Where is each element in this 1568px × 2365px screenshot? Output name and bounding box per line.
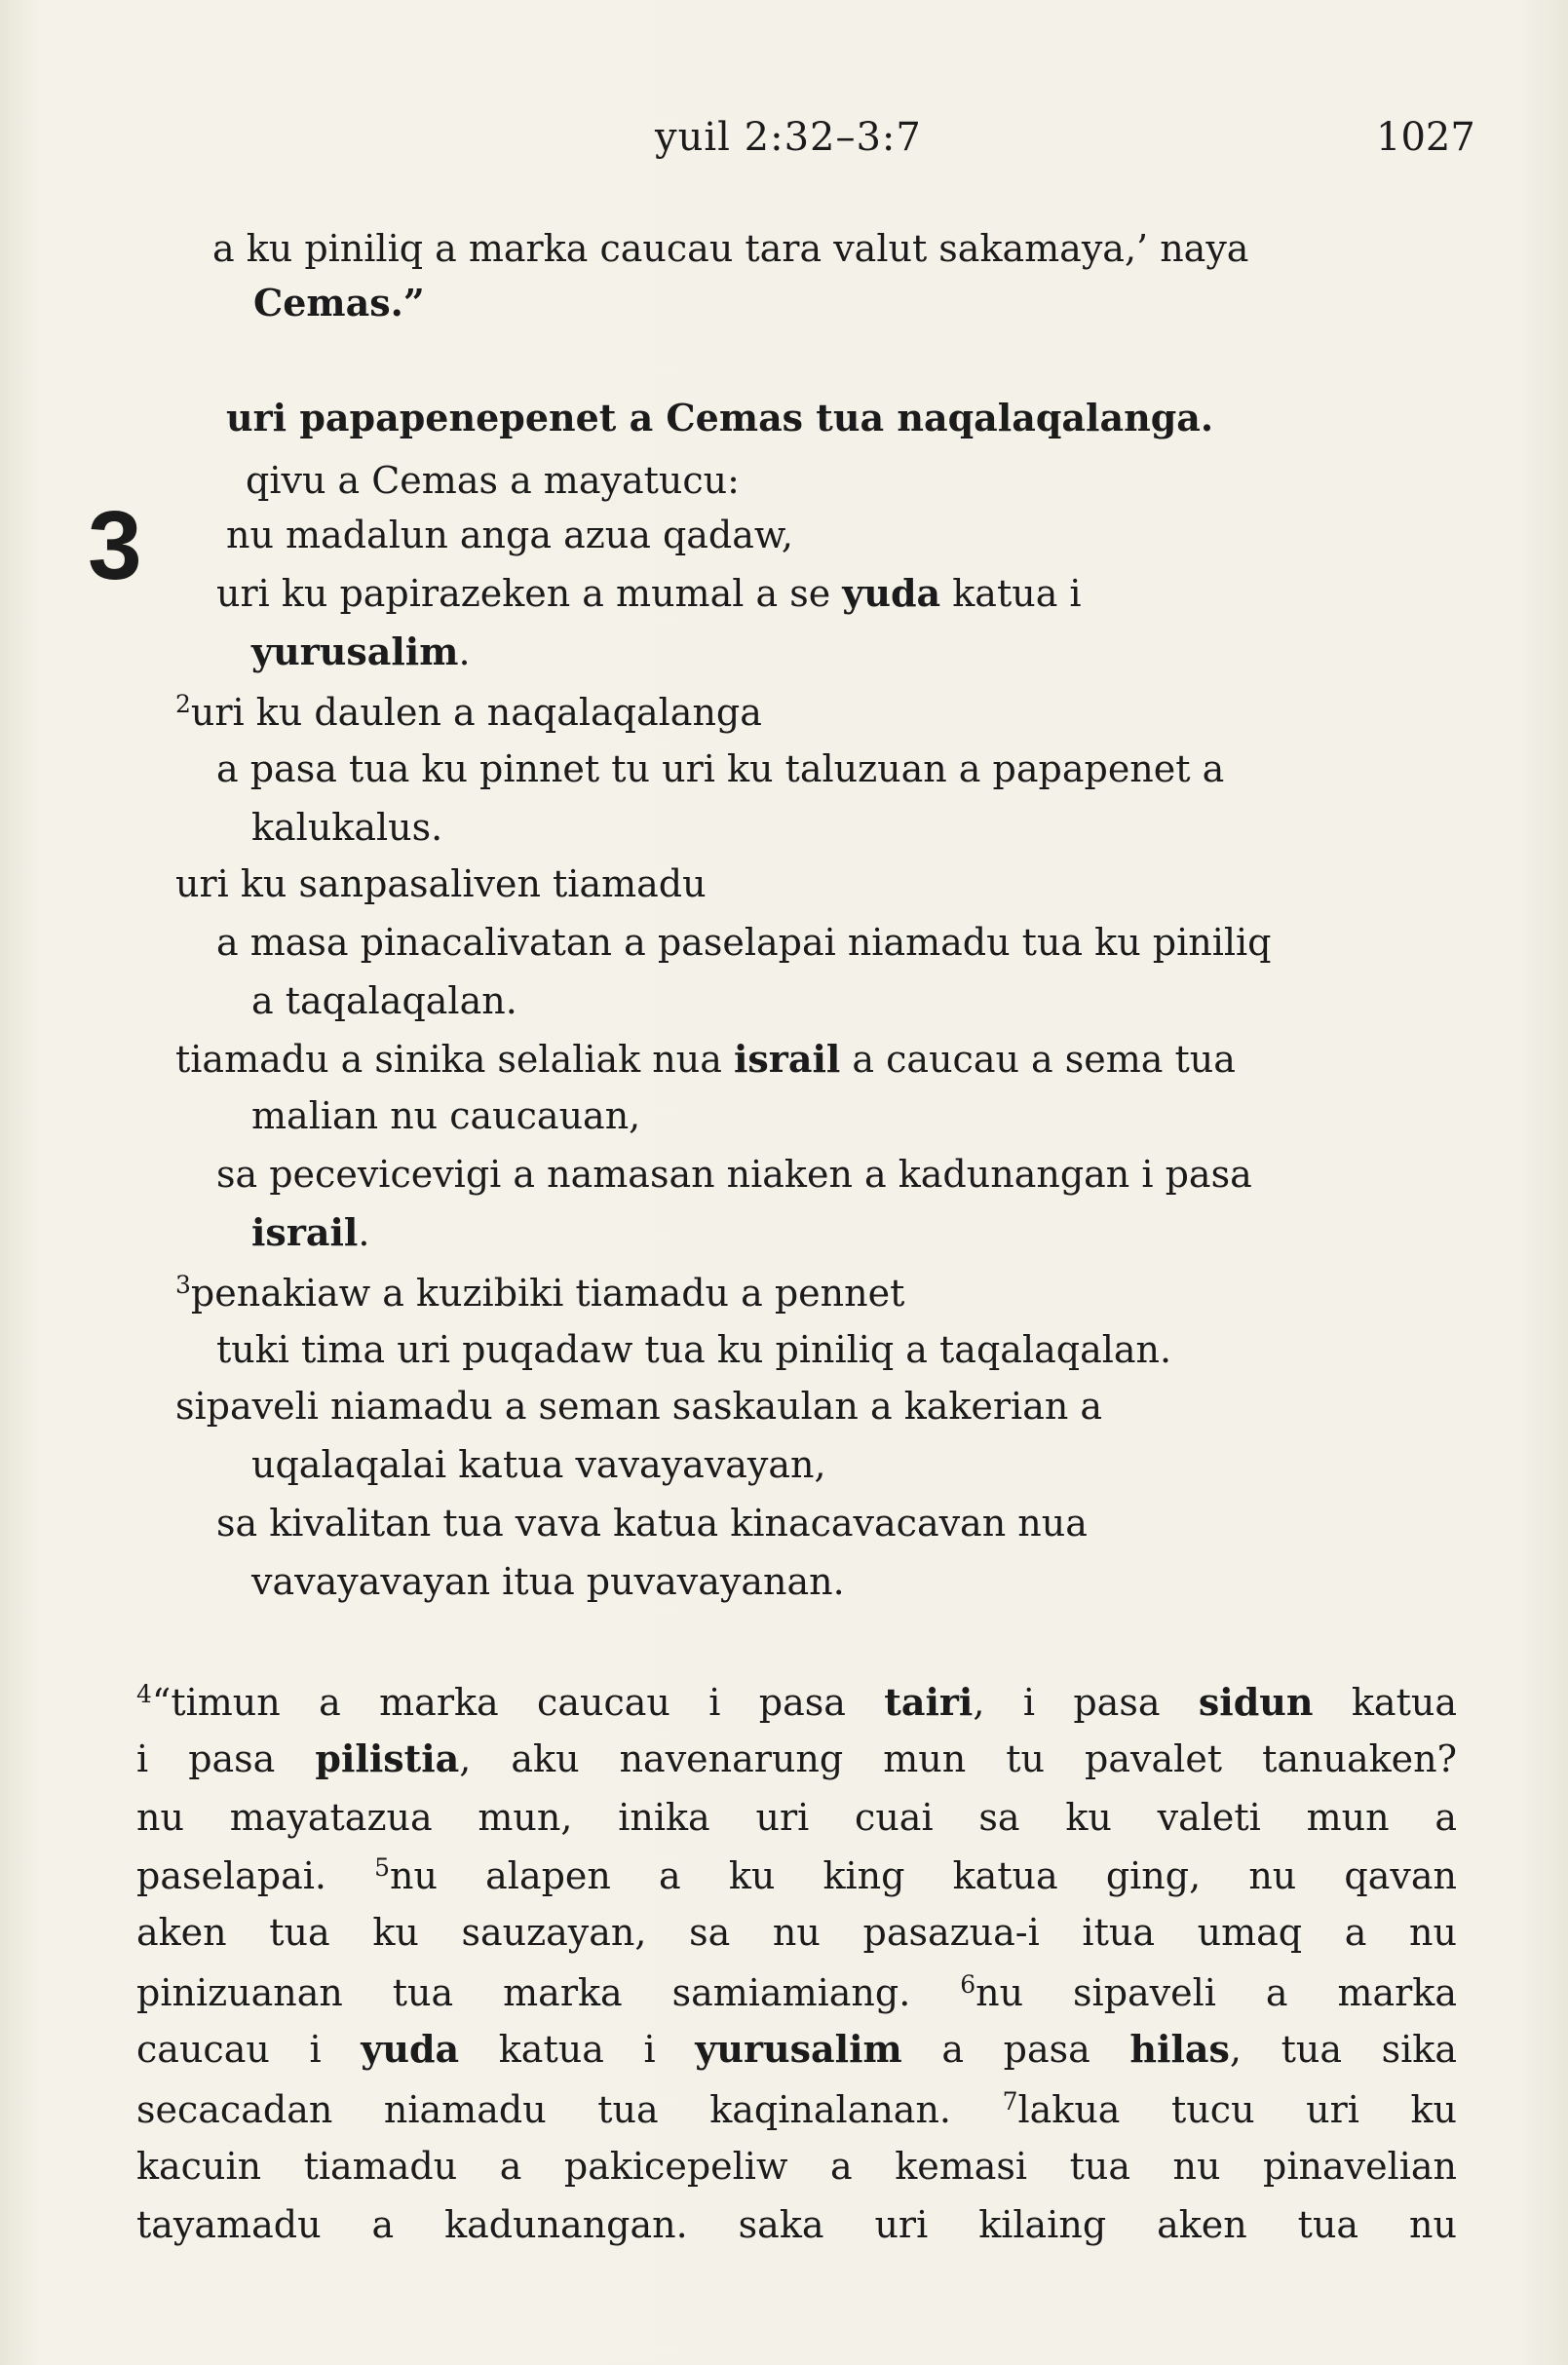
text-run: caucau i [136,2028,362,2071]
page-header [0,115,1568,173]
place-name: yurusalim [251,629,459,673]
text-line: a pasa tua ku pinnet tu uri ku taluzuan a papapenet a [216,747,1225,790]
text-run: a caucau a sema tua [840,1038,1236,1081]
place-name: sidun [1198,1680,1314,1724]
prose-line: nu mayatazua mun, inika uri cuai sa ku valeti mun a [136,1796,1457,1839]
prose-line [136,2087,1457,2131]
text-line: sa pecevicevigi a namasan niaken a kadunangan i pasa [216,1153,1252,1196]
text-line [251,1210,370,1254]
text-line: vavayavayan itua puvavayanan. [251,1560,845,1603]
text-run: i pasa [136,1737,316,1780]
verse-number: 4 [136,1680,152,1708]
verse-number: 5 [374,1853,391,1882]
text-run: secacadan niamadu tua kaqinalanan. [136,2088,1003,2131]
text-line [175,1037,1236,1081]
text-run: , aku navenarung mun tu pavalet tanuaken? [459,1737,1457,1780]
text-line-content: qivu a Cemas a mayatucu: [246,459,740,502]
verse-line [175,690,762,734]
verse-number: 6 [960,1970,976,1999]
place-name: yuda [361,2027,460,2071]
text-line: uqalaqalai katua vavayavayan, [251,1443,826,1486]
text-line: Cemas.” [253,281,425,324]
text-run: “timun a marka caucau i pasa [151,1681,885,1724]
verse-number: 7 [1002,2087,1018,2116]
text-line: uri ku sanpasaliven tiamadu [175,862,707,905]
text-line: sipaveli niamadu a seman saskaulan a kakerian a [175,1385,1103,1428]
text-run: katua i [940,572,1082,615]
place-name: pilistia [315,1736,460,1780]
place-name: yuda [842,571,941,615]
text-run: , tua sika [1229,2028,1457,2071]
text-line: tuki tima uri puqadaw tua ku piniliq a taqalaqalan. [216,1328,1172,1371]
verse-line [175,1271,905,1315]
prose-line [136,2027,1457,2071]
text-line: malian nu caucauan, [251,1094,641,1137]
place-name: yurusalim [695,2027,902,2071]
place-name: tairi [884,1680,974,1724]
verse-number: 3 [175,1271,191,1299]
text-run: a pasa [901,2028,1130,2071]
text-line: nu madalun anga azua qadaw, [226,514,794,556]
text-run: pinizuanan tua marka samiamiang. [136,1971,961,2014]
place-name: israil [251,1210,359,1254]
text-run: lakua tucu uri ku [1017,2088,1457,2131]
text-line [246,459,740,502]
text-line: a masa pinacalivatan a paselapai niamadu tua ku piniliq [216,921,1272,964]
running-title: yuil 2:32–3:7 [655,115,922,160]
chapter-number: 3 [88,491,142,600]
text-run: penakiaw a kuzibiki tiamadu a pennet [190,1272,905,1315]
text-line [251,629,471,673]
text-line: a ku piniliq a marka caucau tara valut sakamaya,’ naya [212,227,1249,270]
place-name: hilas [1129,2027,1230,2071]
text-run: katua [1313,1681,1457,1724]
text-run: tiamadu a sinika selaliak nua [175,1038,734,1081]
prose-line: kacuin tiamadu a pakicepeliw a kemasi tua nu pinavelian [136,2145,1457,2188]
text-run: uri ku papirazeken a mumal a se [216,572,843,615]
text-line: kalukalus. [251,806,443,849]
place-name: israil [733,1037,841,1081]
text-run: , i pasa [973,1681,1199,1724]
text-run: nu sipaveli a marka [975,1971,1457,2014]
verse-number: 2 [175,690,191,718]
text-run: . [358,1211,370,1254]
text-line [216,571,1082,615]
prose-line [136,1970,1457,2014]
text-run: uri ku daulen a naqalaqalanga [190,691,762,734]
prose-line [136,1736,1457,1780]
text-run: paselapai. [136,1854,375,1897]
text-line: a taqalaqalan. [251,979,517,1022]
section-heading: uri papapenepenet a Cemas tua naqalaqalanga. [226,396,1214,439]
text-run: . [458,630,471,673]
page-number: 1027 [1376,115,1475,160]
text-run: katua i [459,2028,696,2071]
prose-line [136,1680,1457,1724]
prose-line: tayamadu a kadunangan. saka uri kilaing aken tua nu [136,2203,1457,2246]
prose-line: aken tua ku sauzayan, sa nu pasazua-i itua umaq a nu [136,1911,1457,1954]
prose-line [136,1853,1457,1897]
text-run: nu alapen a ku king katua ging, nu qavan [390,1854,1457,1897]
text-line: sa kivalitan tua vava katua kinacavacavan nua [216,1502,1088,1545]
